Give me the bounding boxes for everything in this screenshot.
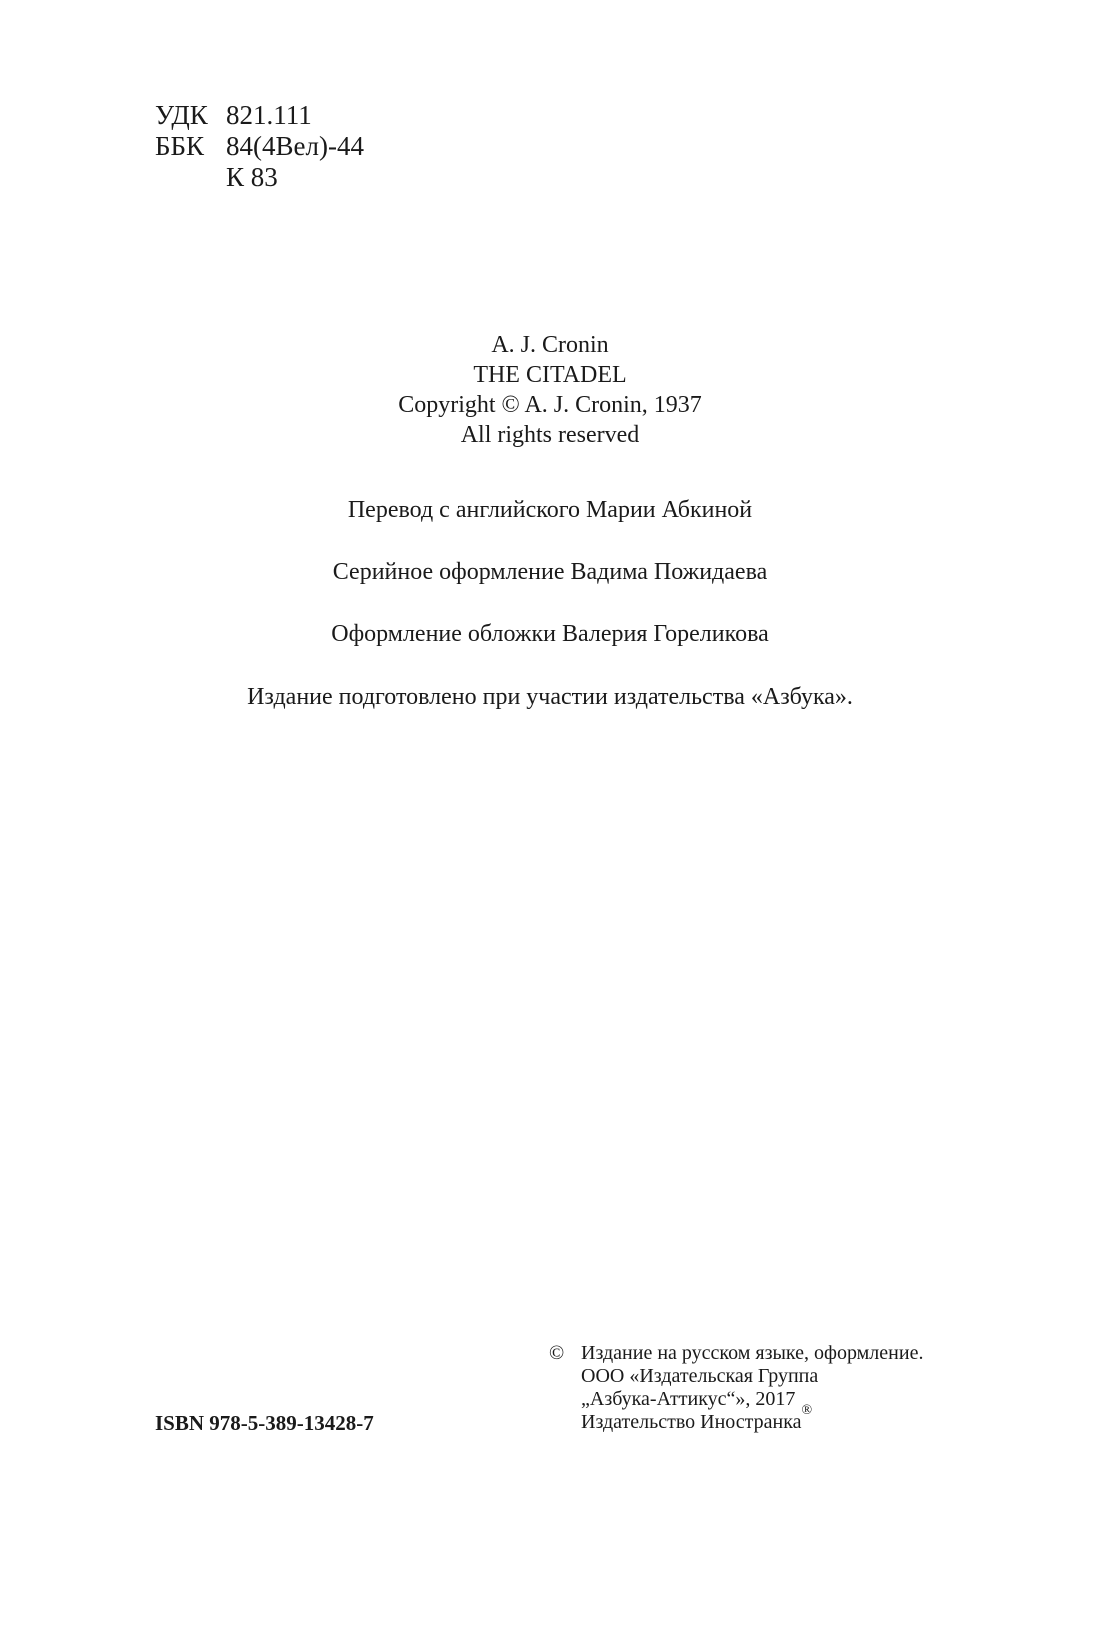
original-edition-block	[0, 330, 1100, 450]
udk-value: 821.111	[226, 100, 312, 130]
author-mark-row	[155, 162, 364, 193]
cover-design-credit: Оформление обложки Валерия Гореликова	[331, 621, 769, 647]
translator-credit: Перевод с английского Марии Абкиной	[347, 497, 753, 523]
author-mark: К 83	[226, 162, 278, 192]
copyright-text-2: ООО «Издательская Группа	[581, 1365, 819, 1387]
udk-row	[155, 100, 364, 131]
original-copyright: Copyright © A. J. Cronin, 1937	[398, 392, 702, 418]
bbk-value: 84(4Вел)-44	[226, 131, 364, 161]
copyright-text-3: „Азбука-Аттикус“», 2017	[581, 1388, 796, 1410]
series-design-credit: Серийное оформление Вадима Пожидаева	[332, 559, 768, 585]
copyright-line-2	[549, 1365, 923, 1388]
copyright-line-3	[549, 1388, 923, 1411]
copyright-text-4: Издательство Иностранка	[581, 1411, 802, 1433]
copyright-text-1: Издание на русском языке, оформление.	[581, 1342, 924, 1364]
edition-note: Издание подготовлено при участии издательства «Азбука».	[247, 684, 853, 710]
registered-mark: ®	[801, 1403, 813, 1418]
original-rights: All rights reserved	[460, 422, 640, 448]
copyright-line-1	[549, 1342, 923, 1365]
original-title: THE CITADEL	[473, 362, 627, 388]
original-author: A. J. Cronin	[491, 332, 609, 358]
bbk-row	[155, 131, 364, 162]
russian-copyright-block	[549, 1342, 923, 1434]
bbk-label: ББК	[155, 131, 205, 161]
udk-label: УДК	[155, 100, 208, 130]
isbn: ISBN 978-5-389-13428-7	[155, 1411, 374, 1435]
classification-block	[155, 100, 364, 193]
copyright-line-4	[549, 1403, 923, 1434]
copyright-symbol: ©	[549, 1342, 565, 1364]
